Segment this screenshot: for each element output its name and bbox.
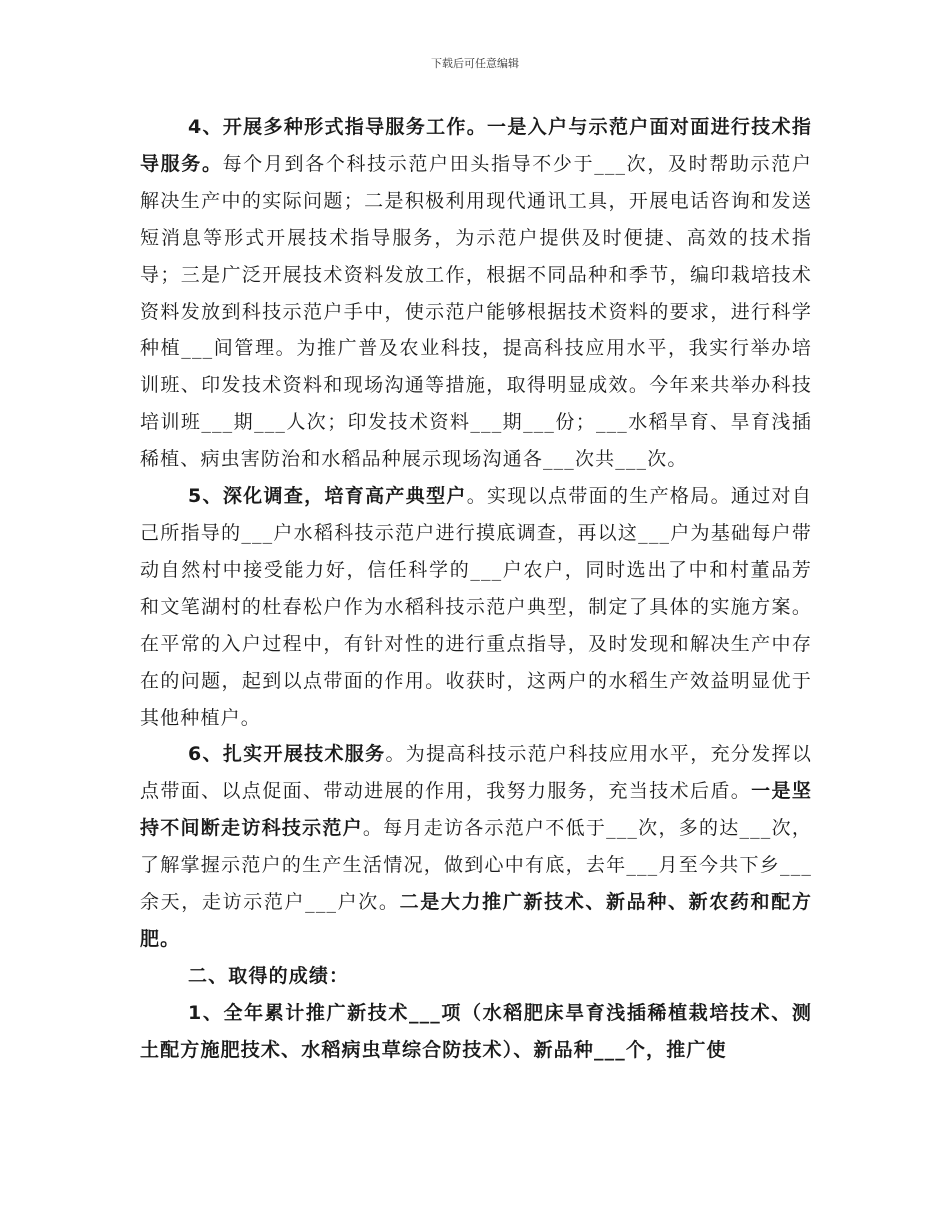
paragraph-6-heading: 6、扎实开展技术服务 bbox=[188, 743, 386, 766]
document-body bbox=[140, 109, 812, 1069]
paragraph-6-subheading-1: 一是坚持不间断走访科技示范户 bbox=[140, 780, 812, 840]
page-header: 下载后可任意编辑 bbox=[431, 57, 519, 70]
paragraph-6 bbox=[140, 736, 812, 957]
paragraph-6-text-2: 。每月走访各示范户不低于___次，多的达___次，了解掌握示范户的生产生活情况，做到心中有底，去年___月至今共下乡___余天，走访示范户___户次。 bbox=[140, 817, 812, 914]
paragraph-5 bbox=[140, 478, 812, 736]
paragraph-5-heading: 5、深化调查，培育高产典型户 bbox=[188, 485, 467, 508]
paragraph-4 bbox=[140, 109, 812, 478]
section-heading-achievements: 二、取得的成绩： bbox=[188, 964, 350, 987]
achievement-item-1: 1、全年累计推广新技术___项（水稻肥床旱育浅插稀植栽培技术、测土配方施肥技术、水稻病虫草综合防技术）、新品种___个，推广使 bbox=[140, 1001, 812, 1061]
paragraph-6-text-1: 。为提高科技示范户科技应用水平，充分发挥以点带面、以点促面、带动进展的作用，我努力服务，充当技术后盾。 bbox=[140, 743, 812, 803]
paragraph-4-text: 每个月到各个科技示范户田头指导不少于___次，及时帮助示范户解决生产中的实际问题；二是积极利用现代通讯工具，开展电话咨询和发送短消息等形式开展技术指导服务，为示范户提供及时便捷、高效的技术指导；三是广泛开展技术资料发放工作，根据不同品种和季节，编印栽培技术资料发放到科技示范户手中，使示范户能够根据技术资料的要求，进行科学种植___间管理。为推广普及农业科技，提高科技应用水平，我实行举办培训班、印发技术资料和现场沟通等措施，取得明显成效。今年来共举办科技培训班___期___人次；印发技术资料___期___份；___水稻旱育、旱育浅插稀植、病虫害防治和水稻品种展示现场沟通各___次共___次。 bbox=[140, 152, 812, 471]
paragraph-5-text: 。实现以点带面的生产格局。通过对自己所指导的___户水稻科技示范户进行摸底调查，再以这___户为基础每户带动自然村中接受能力好，信任科学的___户农户，同时选出了中和村董品芳和文笔湖村的杜春松户作为水稻科技示范户典型，制定了具体的实施方案。在平常的入户过程中，有针对性的进行重点指导，及时发现和解决生产中存在的问题，起到以点带面的作用。收获时，这两户的水稻生产效益明显优于其他种植户。 bbox=[140, 485, 812, 729]
paragraph-6-subheading-2: 二是大力推广新技术、新品种、新农药和配方肥。 bbox=[140, 891, 812, 950]
paragraph-4-heading: 4、开展多种形式指导服务工作。一是入户与示范户面对面进行技术指导服务。 bbox=[140, 116, 812, 175]
